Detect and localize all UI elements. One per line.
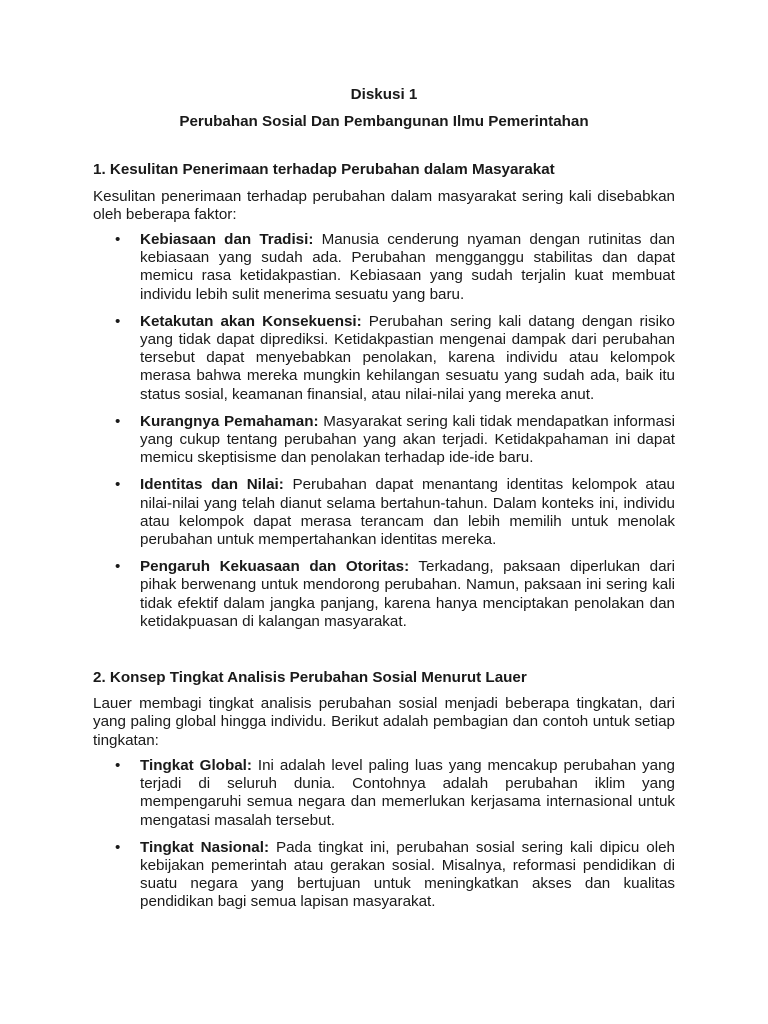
section-2 bbox=[93, 669, 675, 911]
item-term: Identitas dan Nilai: bbox=[140, 476, 284, 494]
list-item bbox=[93, 476, 675, 549]
bullet-list bbox=[93, 757, 675, 912]
item-text: Perubahan sering kali datang dengan risiko yang tidak dapat diprediksi. Ketidakpastian mengenai dampak dari perubahan tersebut dapat menyebabkan penolakan, karena individu atau kelompok merasa bahwa mereka mungkin kehilangan sesuatu yang sudah ada, baik itu status sosial, keamanan finansial, atau nilai-nilai yang mereka anut. bbox=[140, 312, 675, 403]
section-intro: Lauer membagi tingkat analisis perubahan sosial menjadi beberapa tingkatan, dari yang paling global hingga individu. Berikut adalah pembagian dan contoh untuk setiap tingkatan: bbox=[93, 695, 675, 749]
item-term: Pengaruh Kekuasaan dan Otoritas: bbox=[140, 558, 410, 576]
item-text: Ini adalah level paling luas yang mencakup perubahan yang terjadi di seluruh dunia. Contohnya adalah perubahan iklim yang mempengaruhi semua negara dan memerlukan kerjasama internasional untuk mengatasi masalah tersebut. bbox=[140, 756, 675, 829]
bullet-list bbox=[93, 231, 675, 631]
bullet-icon: • bbox=[115, 476, 121, 494]
list-item bbox=[93, 558, 675, 631]
section-1 bbox=[93, 161, 675, 631]
list-item bbox=[93, 313, 675, 404]
item-term: Kurangnya Pemahaman: bbox=[140, 412, 319, 430]
item-text: Terkadang, paksaan diperlukan dari pihak berwenang untuk mendorong perubahan. Namun, paksaan ini sering kali tidak efektif dalam jangka panjang, karena hanya menciptakan penolakan dan ketidakpuasan di kalangan masyarakat. bbox=[140, 558, 675, 630]
document-page bbox=[93, 86, 675, 921]
list-item bbox=[93, 231, 675, 304]
document-subtitle: Perubahan Sosial Dan Pembangunan Ilmu Pemerintahan bbox=[179, 113, 589, 131]
document-title: Diskusi 1 bbox=[350, 86, 418, 103]
section-intro: Kesulitan penerimaan terhadap perubahan dalam masyarakat sering kali disebabkan oleh beberapa faktor: bbox=[93, 187, 675, 223]
bullet-icon: • bbox=[115, 412, 121, 430]
section-heading: 1. Kesulitan Penerimaan terhadap Perubahan dalam Masyarakat bbox=[93, 161, 555, 179]
list-item bbox=[93, 757, 675, 830]
item-term: Tingkat Nasional: bbox=[140, 838, 270, 856]
item-term: Ketakutan akan Konsekuensi: bbox=[140, 312, 362, 330]
bullet-icon: • bbox=[115, 838, 121, 856]
item-text: Pada tingkat ini, perubahan sosial sering kali dipicu oleh kebijakan pemerintah atau gerakan sosial. Misalnya, reformasi pendidikan di suatu negara yang bertujuan untuk meningkatkan akses dan kualitas pendidikan bagi semua lapisan masyarakat. bbox=[140, 838, 675, 911]
bullet-icon: • bbox=[115, 756, 121, 774]
section-heading: 2. Konsep Tingkat Analisis Perubahan Sosial Menurut Lauer bbox=[93, 669, 527, 687]
bullet-icon: • bbox=[115, 312, 121, 330]
list-item bbox=[93, 413, 675, 468]
bullet-icon: • bbox=[115, 231, 121, 249]
item-term: Kebiasaan dan Tradisi: bbox=[140, 231, 314, 249]
bullet-icon: • bbox=[115, 558, 121, 576]
item-term: Tingkat Global: bbox=[140, 756, 252, 774]
item-text: Perubahan dapat menantang identitas kelompok atau nilai-nilai yang telah dianut selama bertahun-tahun. Dalam konteks ini, individu atau kelompok dapat merasa terancam dan lebih memilih untuk menolak perubahan untuk mempertahankan identitas mereka. bbox=[140, 476, 675, 549]
item-text: Manusia cenderung nyaman dengan rutinitas dan kebiasaan yang sudah ada. Perubahan mengganggu stabilitas dan dapat memicu rasa ketidakpastian. Kebiasaan yang sudah terjalin kuat membuat individu lebih sulit menerima sesuatu yang baru. bbox=[140, 231, 675, 303]
item-text: Masyarakat sering kali tidak mendapatkan informasi yang cukup tentang perubahan yang akan terjadi. Ketidakpahaman ini dapat memicu skeptisisme dan penolakan terhadap ide-ide baru. bbox=[140, 412, 675, 467]
list-item bbox=[93, 839, 675, 912]
